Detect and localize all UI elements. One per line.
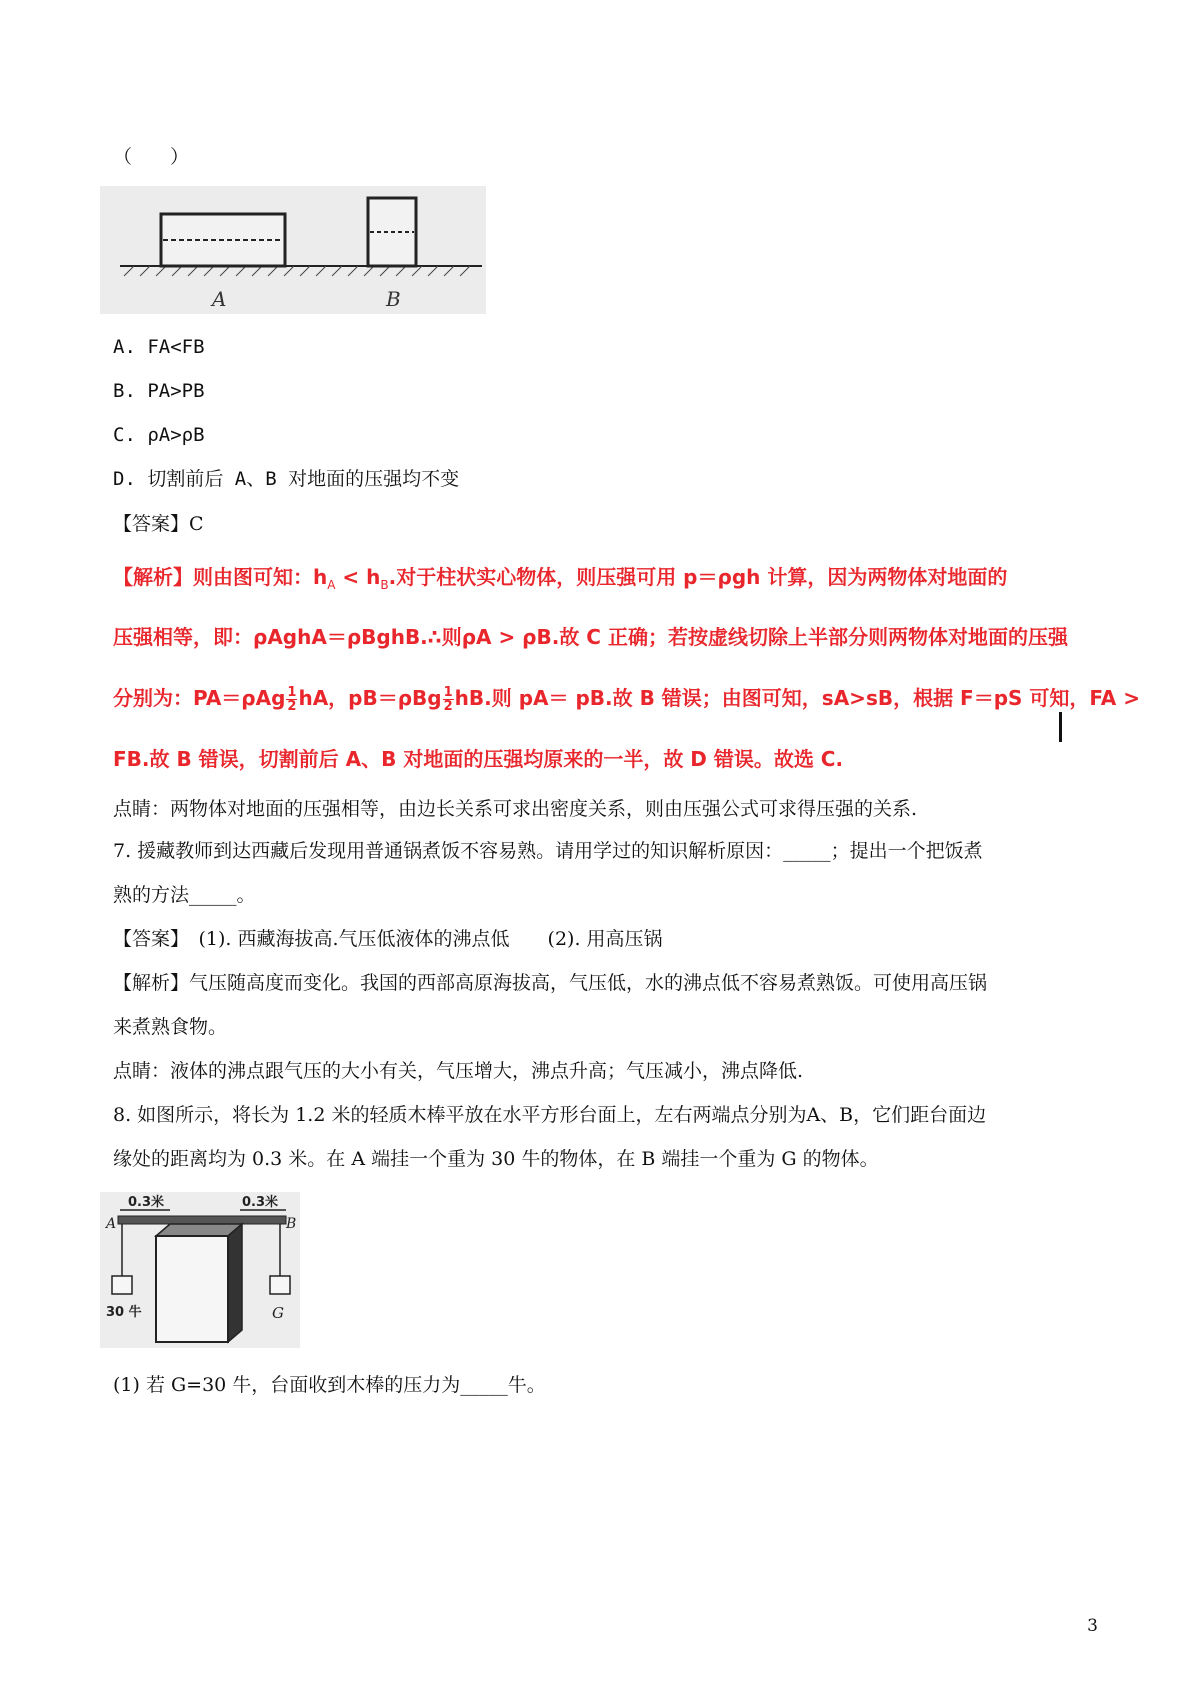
option-a: A. FA<FB <box>113 336 205 358</box>
fraction-half-2: $\frac{1}{2}$ <box>443 685 453 714</box>
option-b: B. PA>PB <box>113 380 205 402</box>
answer-7: 【答案】 (1). 西藏海拔高.气压低液体的沸点低 (2). 用高压锅 <box>113 928 663 950</box>
analysis-7-line1: 【解析】气压随高度而变化。我国的西部高原海拔高，气压低，水的沸点低不容易煮熟饭。可使用高压锅 <box>113 972 988 994</box>
text-cursor <box>1059 712 1062 742</box>
question-8-line1: 8. 如图所示，将长为 1.2 米的轻质木棒平放在水平方形台面上，左右两端点分别为A、B，它们距台面边 <box>113 1104 987 1126</box>
rod <box>118 1216 286 1224</box>
label-a: A <box>212 287 227 311</box>
right-weight-box <box>270 1276 290 1294</box>
question-7-line2: 熟的方法_____。 <box>113 884 256 906</box>
analysis-6-line2: 压强相等，即：ρAghA＝ρBghB.∴则ρA > ρB.故 C 正确；若按虚线切除上半部分则两物体对地面的压强 <box>113 625 1068 649</box>
answer-6: 【答案】C <box>113 513 204 535</box>
page-number: 3 <box>1087 1616 1098 1636</box>
right-distance-label: 0.3米 <box>242 1195 279 1210</box>
right-weight-label: G <box>272 1304 284 1322</box>
label-b: B <box>386 287 401 311</box>
analysis-7-line2: 来煮熟食物。 <box>113 1016 228 1038</box>
fraction-half-1: $\frac{1}{2}$ <box>287 685 297 714</box>
dianjing-7: 点睛：液体的沸点跟气压的大小有关，气压增大，沸点升高；气压减小，沸点降低. <box>113 1060 804 1082</box>
question-8-line2: 缘处的距离均为 0.3 米。在 A 端挂一个重为 30 牛的物体，在 B 端挂一个重为 G 的物体。 <box>113 1148 879 1170</box>
left-distance-label: 0.3米 <box>128 1195 165 1210</box>
table-block <box>156 1236 228 1342</box>
question-7-line1: 7. 援藏教师到达西藏后发现用普通锅煮饭不容易熟。请用学过的知识解析原因：_____；提出一个把饭煮 <box>113 840 983 862</box>
option-d: D. 切割前后 A、B 对地面的压强均不变 <box>113 468 460 490</box>
analysis-6-line3: 分别为：PA＝ρAg $\frac{1}{2}$ hA，pB＝ρBg $\frac{1}{2}$ hB.则 pA＝ pB.故 B 错误；由图可知，sA>sB，根据 F＝pS 可知，FA > <box>113 685 1140 714</box>
rod-end-b: B <box>286 1216 297 1232</box>
analysis-6-line4: FB.故 B 错误，切割前后 A、B 对地面的压强均原来的一半，故 D 错误。故选 C. <box>113 747 844 771</box>
rod-end-a: A <box>106 1216 117 1232</box>
option-c: C. ρA>ρB <box>113 424 205 446</box>
analysis-6-line1: 【解析】则由图可知：$h_A < h_B$.对于柱状实心物体，则压强可用 p＝ρgh 计算，因为两物体对地面的 <box>113 565 1008 592</box>
figure-blocks-ab <box>100 186 486 314</box>
figure-rod-table <box>100 1192 300 1348</box>
question-8-part1: (1) 若 G=30 牛，台面收到木棒的压力为_____牛。 <box>113 1374 546 1396</box>
answer-blank-paren: （ ） <box>113 146 190 168</box>
left-weight-box <box>112 1276 132 1294</box>
dianjing-6: 点睛：两物体对地面的压强相等，由边长关系可求出密度关系，则由压强公式可求得压强的关系. <box>113 798 918 820</box>
left-weight-label: 30 牛 <box>106 1305 142 1320</box>
